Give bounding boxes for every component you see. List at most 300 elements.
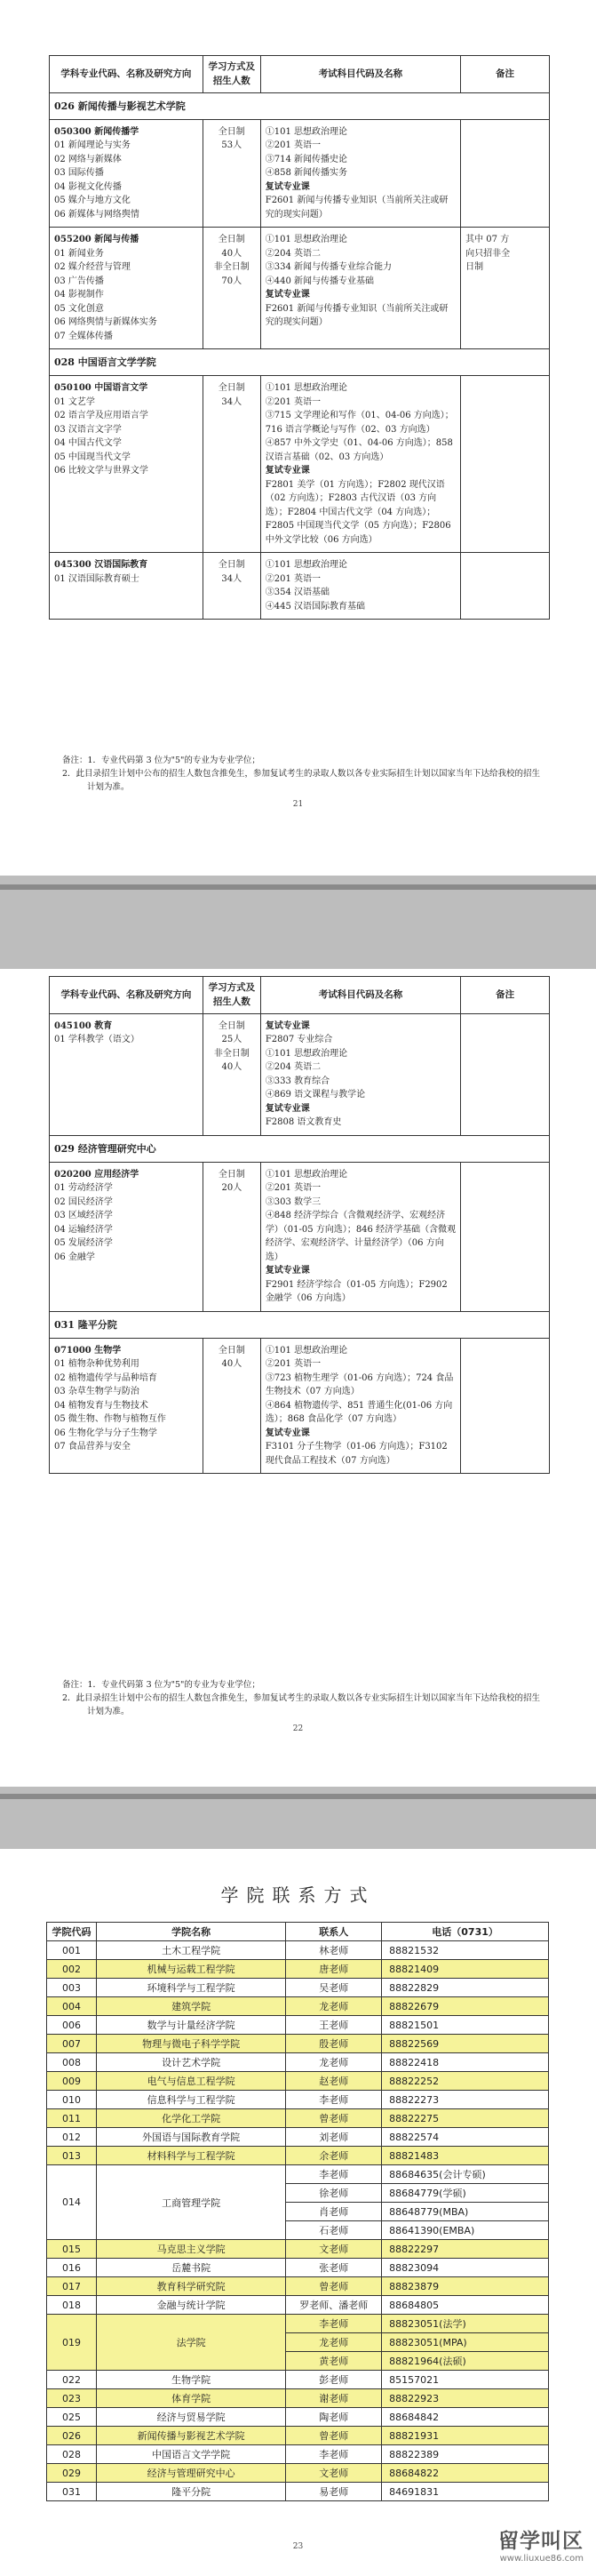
exam-subject: F2807 专业综合 xyxy=(265,1035,333,1045)
research-direction: 05 文化创意 xyxy=(54,303,104,314)
contact-contact: 龙老师 xyxy=(286,1997,382,2016)
separator-band xyxy=(0,884,596,890)
research-direction: 01 文艺学 xyxy=(54,396,95,407)
exam-subject: ③723 植物生理学（01-06 方向选）；724 食品生物技术（07 方向选） xyxy=(265,1372,454,1397)
exam-cell xyxy=(260,1162,460,1311)
study-mode: 70人 xyxy=(221,276,242,286)
contact-contact: 文老师 xyxy=(286,2240,382,2259)
contact-tel: 84691831 xyxy=(382,2483,549,2501)
catalog-table xyxy=(49,976,550,1474)
study-mode: 40人 xyxy=(221,1359,242,1370)
header-exam: 考试科目代码及名称 xyxy=(260,56,460,93)
contact-row xyxy=(47,2259,549,2277)
contact-name: 外国语与国际教育学院 xyxy=(96,2128,285,2147)
contact-page-23 xyxy=(0,1849,596,2576)
contact-row xyxy=(47,2072,549,2091)
major-cell xyxy=(50,119,203,228)
contact-tel: 88822829 xyxy=(382,1979,549,1997)
contact-tel: 88821501 xyxy=(382,2016,549,2035)
contact-tel: 88684805 xyxy=(382,2296,549,2315)
exam-subject: ③303 数学三 xyxy=(265,1196,322,1207)
school-heading: 031 隆平分院 xyxy=(50,1311,550,1338)
contact-row xyxy=(47,2053,549,2072)
contact-tel: 88684842 xyxy=(382,2408,549,2427)
research-direction: 03 杂草生物学与防治 xyxy=(54,1387,139,1397)
contact-contact: 王老师 xyxy=(286,2016,382,2035)
contact-row xyxy=(47,2016,549,2035)
contact-contact: 余老师 xyxy=(286,2147,382,2165)
contact-contact: 赵老师 xyxy=(286,2072,382,2091)
contact-tel: 88684779(学硕) xyxy=(382,2184,549,2203)
contact-tel: 88641390(EMBA) xyxy=(382,2221,549,2240)
research-direction: 05 媒介与地方文化 xyxy=(54,196,131,206)
exam-subject: ③333 教育综合 xyxy=(265,1076,330,1086)
contact-tel: 88821931 xyxy=(382,2427,549,2445)
research-direction: 04 植物发育与生物技术 xyxy=(54,1400,148,1411)
research-direction: 02 国民经济学 xyxy=(54,1196,113,1207)
contact-name: 环境科学与工程学院 xyxy=(96,1979,285,1997)
contact-row xyxy=(47,2296,549,2315)
contact-row xyxy=(47,1997,549,2016)
contact-contact: 谢老师 xyxy=(286,2389,382,2408)
research-direction: 01 新闻理论与实务 xyxy=(54,140,131,151)
contact-row xyxy=(47,2445,549,2464)
contact-code: 012 xyxy=(47,2128,97,2147)
major-row xyxy=(50,553,550,620)
major-cell xyxy=(50,1338,203,1474)
contact-tel: 88821409 xyxy=(382,1960,549,1979)
research-direction: 01 汉语国际教育硕士 xyxy=(54,573,139,584)
contact-tel: 88684822 xyxy=(382,2464,549,2483)
contact-contact: 龙老师 xyxy=(286,2053,382,2072)
study-mode: 非全日制 xyxy=(213,262,250,273)
header-note: 备注 xyxy=(461,56,550,93)
exam-cell xyxy=(260,553,460,620)
study-mode: 34人 xyxy=(221,573,242,584)
exam-subject: ①101 思想政治理论 xyxy=(265,1345,348,1356)
contact-name: 建筑学院 xyxy=(96,1997,285,2016)
contact-code: 025 xyxy=(47,2408,97,2427)
contact-name: 机械与运载工程学院 xyxy=(96,1960,285,1979)
research-direction: 02 植物遗传学与品种培育 xyxy=(54,1372,157,1383)
major-row xyxy=(50,1162,550,1311)
research-direction: 03 区域经济学 xyxy=(54,1211,113,1221)
major-cell xyxy=(50,228,203,349)
contact-tel: 88823051(法学) xyxy=(382,2315,549,2333)
contact-code: 023 xyxy=(47,2389,97,2408)
exam-cell xyxy=(260,1013,460,1135)
footnote: 2．此目录招生计划中公布的招生人数包含推免生，参加复试考生的录取人数以各专业实际招生计划以国家当年下达给我校的招生计划为准。 xyxy=(62,1693,541,1717)
contact-contact: 徐老师 xyxy=(286,2184,382,2203)
catalog-table xyxy=(49,55,550,620)
contact-row xyxy=(47,2165,549,2184)
exam-cell xyxy=(260,1338,460,1474)
contact-contact: 殷老师 xyxy=(286,2035,382,2053)
research-direction: 07 食品营养与安全 xyxy=(54,1442,131,1452)
contact-table xyxy=(46,1922,549,2501)
contact-tel: 88648779(MBA) xyxy=(382,2203,549,2221)
footnote: 备注：1．专业代码第 3 位为"5"的专业为专业学位； xyxy=(62,756,260,765)
contact-contact: 李老师 xyxy=(286,2091,382,2109)
contact-row xyxy=(47,2315,549,2333)
note-text: 日制 xyxy=(465,262,484,273)
contact-contact: 彭老师 xyxy=(286,2371,382,2389)
study-mode: 40人 xyxy=(221,1062,242,1073)
page-title: 学院联系方式 xyxy=(220,1884,376,1906)
study-mode: 全日制 xyxy=(218,126,245,137)
note-cell xyxy=(461,1338,550,1474)
exam-subject: ③714 新闻传播史论 xyxy=(265,154,348,164)
contact-code: 028 xyxy=(47,2445,97,2464)
research-direction: 01 植物杂种优势利用 xyxy=(54,1359,139,1370)
research-direction: 01 学科教学（语文） xyxy=(54,1035,139,1045)
research-direction: 03 汉语言文字学 xyxy=(54,424,122,435)
contact-row xyxy=(47,1941,549,1960)
contact-name: 岳麓书院 xyxy=(96,2259,285,2277)
exam-subject: ②201 英语一 xyxy=(265,1183,322,1194)
contact-contact: 曾老师 xyxy=(286,2277,382,2296)
contact-tel: 88822418 xyxy=(382,2053,549,2072)
research-direction: 04 影视制作 xyxy=(54,290,104,300)
contact-name: 物理与微电子科学学院 xyxy=(96,2035,285,2053)
exam-subject: ②204 英语二 xyxy=(265,1062,322,1073)
contact-tel: 88822297 xyxy=(382,2240,549,2259)
contact-tel: 88822574 xyxy=(382,2128,549,2147)
contact-code: 003 xyxy=(47,1979,97,1997)
col-header: 联系人 xyxy=(286,1923,382,1941)
contact-name: 设计艺术学院 xyxy=(96,2053,285,2072)
contact-contact: 唐老师 xyxy=(286,1960,382,1979)
footnotes xyxy=(62,1678,542,1719)
study-mode: 全日制 xyxy=(218,235,245,245)
contact-tel: 88822679 xyxy=(382,1997,549,2016)
study-mode: 全日制 xyxy=(218,1020,245,1031)
research-direction: 04 运输经济学 xyxy=(54,1224,113,1235)
school-heading: 029 经济管理研究中心 xyxy=(50,1135,550,1162)
exam-subject: 复试专业课 xyxy=(265,290,310,300)
exam-subject: ④857 中外文学史（01、04-06 方向选）；858 汉语言基础（02、03 方向选） xyxy=(265,438,453,462)
contact-name: 经济与管理研究中心 xyxy=(96,2464,285,2483)
contact-contact: 石老师 xyxy=(286,2221,382,2240)
contact-row xyxy=(47,2408,549,2427)
research-direction: 06 新媒体与网络舆情 xyxy=(54,209,139,220)
exam-subject: 复试专业课 xyxy=(265,1266,310,1276)
contact-row xyxy=(47,2240,549,2259)
contact-tel: 88684635(会计专硕) xyxy=(382,2165,549,2184)
research-direction: 06 金融学 xyxy=(54,1252,95,1262)
note-cell xyxy=(461,119,550,228)
school-heading: 028 中国语言文学学院 xyxy=(50,349,550,376)
contact-name: 新闻传播与影视艺术学院 xyxy=(96,2427,285,2445)
major-row xyxy=(50,1338,550,1474)
exam-subject: ②201 英语一 xyxy=(265,396,322,407)
contact-contact: 李老师 xyxy=(286,2165,382,2184)
research-direction: 07 全媒体传播 xyxy=(54,331,113,341)
footnote: 2．此目录招生计划中公布的招生人数包含推免生，参加复试考生的录取人数以各专业实际招生计划以国家当年下达给我校的招生计划为准。 xyxy=(62,769,541,793)
major-row xyxy=(50,1013,550,1135)
research-direction: 05 中国现当代文学 xyxy=(54,452,131,462)
research-direction: 03 国际传播 xyxy=(54,168,104,179)
watermark xyxy=(498,2524,584,2564)
note-text: 其中 07 方 xyxy=(465,235,510,245)
research-direction: 05 发展经济学 xyxy=(54,1238,113,1249)
contact-tel: 88823094 xyxy=(382,2259,549,2277)
col-header: 电话（0731） xyxy=(382,1923,549,1941)
contact-name: 材料科学与工程学院 xyxy=(96,2147,285,2165)
major-code: 045300 汉语国际教育 xyxy=(54,560,148,571)
contact-code: 029 xyxy=(47,2464,97,2483)
exam-subject: F3101 分子生物学（01-06 方向选）；F3102 现代食品工程技术（07 方向选） xyxy=(265,1442,448,1466)
study-mode: 非全日制 xyxy=(213,1048,250,1059)
contact-code: 022 xyxy=(47,2371,97,2389)
exam-subject: 复试专业课 xyxy=(265,1020,310,1031)
study-mode-cell xyxy=(203,1013,260,1135)
exam-subject: F2601 新闻与传播专业知识（当前所关注或研究的现实问题） xyxy=(265,303,449,328)
contact-name: 电气与信息工程学院 xyxy=(96,2072,285,2091)
contact-contact: 肖老师 xyxy=(286,2203,382,2221)
contact-row xyxy=(47,2109,549,2128)
contact-tel: 88822273 xyxy=(382,2091,549,2109)
major-code: 050100 中国语言文学 xyxy=(54,383,148,394)
study-mode-cell xyxy=(203,376,260,553)
contact-code: 026 xyxy=(47,2427,97,2445)
major-code: 045100 教育 xyxy=(54,1020,113,1031)
contact-code: 008 xyxy=(47,2053,97,2072)
contact-name: 隆平分院 xyxy=(96,2483,285,2501)
contact-code: 016 xyxy=(47,2259,97,2277)
contact-contact: 张老师 xyxy=(286,2259,382,2277)
exam-subject: 复试专业课 xyxy=(265,1103,310,1114)
contact-tel: 88822569 xyxy=(382,2035,549,2053)
exam-subject: ②201 英语一 xyxy=(265,140,322,151)
contact-contact: 陶老师 xyxy=(286,2408,382,2427)
exam-subject: F2901 经济学综合（01-05 方向选）；F2902 金融学（06 方向选） xyxy=(265,1279,448,1304)
contact-tel: 88821964(法硕) xyxy=(382,2352,549,2371)
contact-name: 教育科学研究院 xyxy=(96,2277,285,2296)
major-code: 055200 新闻与传播 xyxy=(54,235,139,245)
header-mode: 学习方式及招生人数 xyxy=(203,977,260,1014)
exam-subject: F2601 新闻与传播专业知识（当前所关注或研究的现实问题） xyxy=(265,196,449,220)
contact-contact: 黄老师 xyxy=(286,2352,382,2371)
header-note: 备注 xyxy=(461,977,550,1014)
col-header: 学院名称 xyxy=(96,1923,285,1941)
contact-name: 体育学院 xyxy=(96,2389,285,2408)
contact-row xyxy=(47,2035,549,2053)
contact-contact: 龙老师 xyxy=(286,2333,382,2352)
research-direction: 02 网络与新媒体 xyxy=(54,154,122,164)
header-exam: 考试科目代码及名称 xyxy=(260,977,460,1014)
research-direction: 05 微生物、作物与植物互作 xyxy=(54,1414,166,1425)
contact-code: 017 xyxy=(47,2277,97,2296)
exam-subject: F2808 语文教育史 xyxy=(265,1117,342,1128)
contact-code: 015 xyxy=(47,2240,97,2259)
header-mode: 学习方式及招生人数 xyxy=(203,56,260,93)
contact-name: 生物学院 xyxy=(96,2371,285,2389)
contact-code: 011 xyxy=(47,2109,97,2128)
contact-tel: 88821532 xyxy=(382,1941,549,1960)
watermark-url: www.liuxue86.com xyxy=(499,2554,584,2564)
contact-row xyxy=(47,2128,549,2147)
major-code: 071000 生物学 xyxy=(54,1345,122,1356)
research-direction: 01 新闻业务 xyxy=(54,248,104,259)
exam-subject: ①101 思想政治理论 xyxy=(265,1048,348,1059)
note-cell xyxy=(461,376,550,553)
exam-subject: ①101 思想政治理论 xyxy=(265,126,348,137)
study-mode: 34人 xyxy=(221,396,242,407)
exam-subject: ④864 植物遗传学、851 普通生化(01-06 方向选）；868 食品化学（07 方向选） xyxy=(265,1400,453,1425)
contact-row xyxy=(47,2464,549,2483)
page-number: 23 xyxy=(292,2542,304,2551)
exam-subject: ③715 文学理论和写作（01、04-06 方向选）；716 语言学概论与写作（02、03 方向选） xyxy=(265,411,454,435)
contact-code: 019 xyxy=(47,2315,97,2371)
contact-tel: 85157021 xyxy=(382,2371,549,2389)
catalog-page-21 xyxy=(0,0,596,876)
separator-band xyxy=(0,1794,596,1799)
study-mode-cell xyxy=(203,1338,260,1474)
exam-subject: ②201 英语一 xyxy=(265,573,322,584)
research-direction: 01 劳动经济学 xyxy=(54,1183,113,1194)
contact-name: 法学院 xyxy=(96,2315,285,2371)
exam-subject: ④445 汉语国际教育基础 xyxy=(265,601,366,612)
research-direction: 06 生物化学与分子生物学 xyxy=(54,1428,157,1438)
contact-row xyxy=(47,2483,549,2501)
note-cell xyxy=(461,553,550,620)
study-mode-cell xyxy=(203,1162,260,1311)
contact-code: 009 xyxy=(47,2072,97,2091)
contact-code: 002 xyxy=(47,1960,97,1979)
research-direction: 03 广告传播 xyxy=(54,276,104,286)
contact-contact: 文老师 xyxy=(286,2464,382,2483)
page-separator xyxy=(0,876,596,969)
study-mode-cell xyxy=(203,228,260,349)
exam-subject: ①101 思想政治理论 xyxy=(265,1169,348,1180)
note-cell xyxy=(461,1162,550,1311)
contact-contact: 李老师 xyxy=(286,2315,382,2333)
exam-subject: ②201 英语一 xyxy=(265,1359,322,1370)
contact-code: 018 xyxy=(47,2296,97,2315)
research-direction: 04 影视文化传播 xyxy=(54,181,122,192)
school-heading: 026 新闻传播与影视艺术学院 xyxy=(50,92,550,119)
contact-code: 010 xyxy=(47,2091,97,2109)
contact-contact: 曾老师 xyxy=(286,2427,382,2445)
page-number: 22 xyxy=(292,1724,304,1733)
exam-cell xyxy=(260,119,460,228)
contact-contact: 林老师 xyxy=(286,1941,382,1960)
contact-code: 004 xyxy=(47,1997,97,2016)
exam-subject: 复试专业课 xyxy=(265,181,310,192)
research-direction: 06 比较文学与世界文学 xyxy=(54,466,148,476)
contact-name: 工商管理学院 xyxy=(96,2165,285,2240)
footnotes xyxy=(62,754,542,795)
contact-name: 数学与计量经济学院 xyxy=(96,2016,285,2035)
research-direction: 02 媒介经营与管理 xyxy=(54,262,131,273)
major-code: 020200 应用经济学 xyxy=(54,1169,139,1180)
contact-tel: 88823879 xyxy=(382,2277,549,2296)
contact-code: 007 xyxy=(47,2035,97,2053)
contact-tel: 88823051(MPA) xyxy=(382,2333,549,2352)
contact-code: 013 xyxy=(47,2147,97,2165)
study-mode: 全日制 xyxy=(218,1169,245,1180)
contact-code: 006 xyxy=(47,2016,97,2035)
study-mode: 53人 xyxy=(221,140,242,151)
exam-subject: F2801 美学（01 方向选）；F2802 现代汉语（02 方向选）；F2803 古代汉语（03 方向选）；F2804 中国古代文学（04 方向选）；F2805 中国现当代文学（05 方向选）；F2806 中外文学比较（06 方向选） xyxy=(265,479,451,545)
study-mode: 40人 xyxy=(221,248,242,259)
contact-name: 马克思主义学院 xyxy=(96,2240,285,2259)
contact-tel: 88822923 xyxy=(382,2389,549,2408)
exam-subject: ①101 思想政治理论 xyxy=(265,383,348,394)
contact-name: 土木工程学院 xyxy=(96,1941,285,1960)
contact-code: 001 xyxy=(47,1941,97,1960)
page-separator xyxy=(0,1787,596,1849)
exam-subject: ③334 新闻与传播专业综合能力 xyxy=(265,262,393,273)
exam-subject: ④848 经济学综合（含微观经济学、宏观经济学）（01-05 方向选）；846 经济学基础（含微观经济学、宏观经济学、计量经济学）（06 方向选） xyxy=(265,1211,457,1262)
exam-subject: ②204 英语二 xyxy=(265,248,322,259)
contact-row xyxy=(47,1979,549,1997)
exam-cell xyxy=(260,376,460,553)
contact-name: 金融与统计学院 xyxy=(96,2296,285,2315)
exam-subject: ④869 语文课程与教学论 xyxy=(265,1090,366,1100)
col-header: 学院代码 xyxy=(47,1923,97,1941)
contact-name: 化学化工学院 xyxy=(96,2109,285,2128)
contact-row xyxy=(47,2371,549,2389)
header-major: 学科专业代码、名称及研究方向 xyxy=(50,977,203,1014)
page-number: 21 xyxy=(292,800,304,809)
contact-contact: 李老师 xyxy=(286,2445,382,2464)
major-cell xyxy=(50,1162,203,1311)
contact-contact: 曾老师 xyxy=(286,2109,382,2128)
exam-subject: ①101 思想政治理论 xyxy=(265,560,348,571)
note-cell xyxy=(461,228,550,349)
study-mode-cell xyxy=(203,119,260,228)
major-row xyxy=(50,228,550,349)
research-direction: 02 语言学及应用语言学 xyxy=(54,411,148,421)
research-direction: 04 中国古代文学 xyxy=(54,438,122,449)
exam-subject: ④440 新闻与传播专业基础 xyxy=(265,276,375,286)
contact-contact: 刘老师 xyxy=(286,2128,382,2147)
contact-row xyxy=(47,2277,549,2296)
exam-subject: ①101 思想政治理论 xyxy=(265,235,348,245)
note-cell xyxy=(461,1013,550,1135)
contact-tel: 88822389 xyxy=(382,2445,549,2464)
study-mode: 全日制 xyxy=(218,383,245,394)
contact-name: 中国语言文学学院 xyxy=(96,2445,285,2464)
exam-subject: 复试专业课 xyxy=(265,466,310,476)
contact-tel: 88822252 xyxy=(382,2072,549,2091)
major-code: 050300 新闻传播学 xyxy=(54,126,139,137)
major-row xyxy=(50,376,550,553)
contact-tel: 88821483 xyxy=(382,2147,549,2165)
research-direction: 06 网络舆情与新媒体实务 xyxy=(54,317,157,328)
major-cell xyxy=(50,376,203,553)
contact-row xyxy=(47,1960,549,1979)
study-mode: 全日制 xyxy=(218,560,245,571)
footnote: 备注：1．专业代码第 3 位为"5"的专业为专业学位； xyxy=(62,1680,260,1690)
contact-row xyxy=(47,2147,549,2165)
study-mode: 全日制 xyxy=(218,1345,245,1356)
major-cell xyxy=(50,553,203,620)
contact-name: 经济与贸易学院 xyxy=(96,2408,285,2427)
contact-contact: 罗老师、潘老师 xyxy=(286,2296,382,2315)
contact-name: 信息科学与工程学院 xyxy=(96,2091,285,2109)
contact-row xyxy=(47,2427,549,2445)
contact-contact: 吴老师 xyxy=(286,1979,382,1997)
contact-contact: 易老师 xyxy=(286,2483,382,2501)
contact-code: 031 xyxy=(47,2483,97,2501)
watermark-text: 留学叫区 xyxy=(498,2530,584,2553)
major-row xyxy=(50,119,550,228)
study-mode-cell xyxy=(203,553,260,620)
study-mode: 20人 xyxy=(221,1183,242,1194)
